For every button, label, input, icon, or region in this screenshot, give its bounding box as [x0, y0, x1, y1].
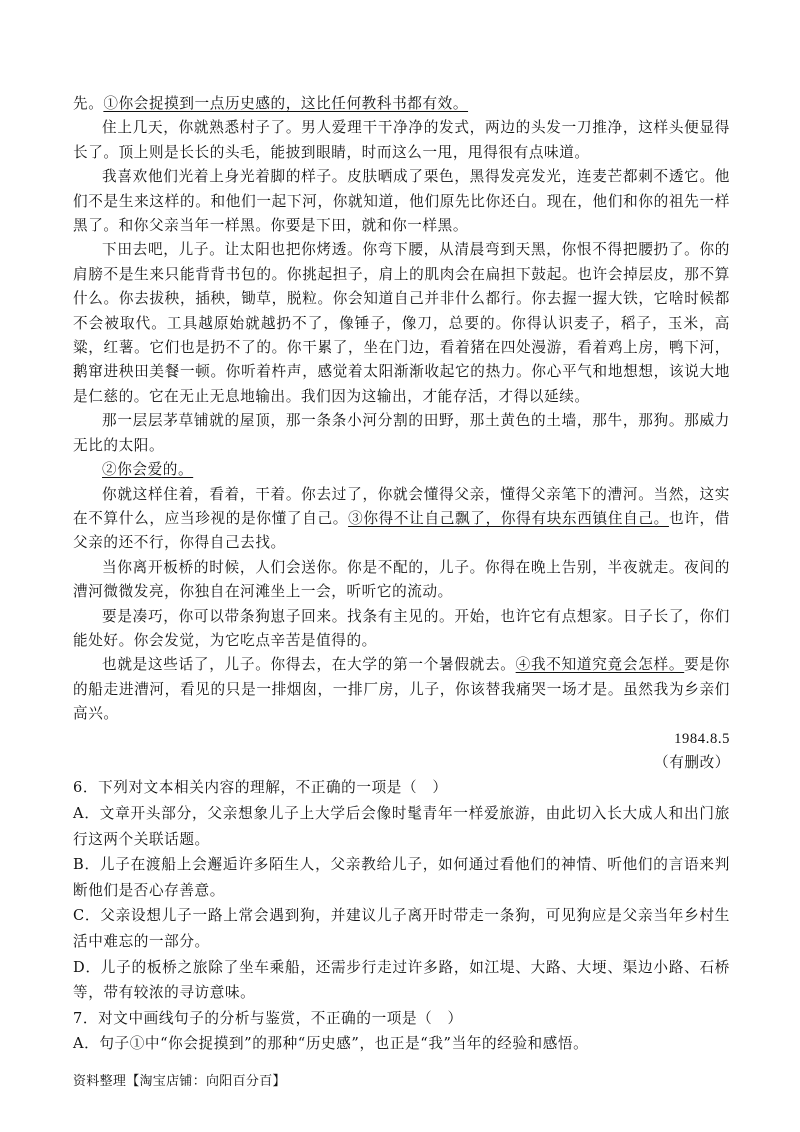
question-6-option-b: B．儿子在渡船上会邂逅许多陌生人，父亲教给儿子，如何通过看他们的神情、听他们的言语来判断他们是否心存善意。 [73, 856, 730, 899]
passage-paragraph-0 [73, 92, 730, 116]
passage-paragraph-8: 要是凑巧，你可以带条狗崽子回来。找条有主见的。开始，也许它有点想家。日子长了，你们能处好。你会发觉，为它吃点辛苦是值得的。 [73, 607, 730, 649]
question-7-option-a: A．句子①中“你会捉摸到”的那种“历史感”，也正是“我”当年的经验和感悟。 [73, 1035, 589, 1053]
underlined-sentence-1: ①你会捉摸到一点历史感的，这比任何教科书都有效。 [103, 95, 469, 112]
question-7-stem: 7．对文中画线句子的分析与鉴赏，不正确的一项是（ ） [73, 1009, 463, 1027]
document-page [73, 92, 730, 1057]
passage-paragraph-6 [73, 483, 730, 556]
passage-edit-note: （有删改） [654, 754, 730, 771]
passage-paragraph-5 [73, 458, 730, 482]
underlined-sentence-4: ④我不知道究竟会怎样。 [515, 656, 685, 674]
passage-text: 先。 [73, 95, 104, 112]
passage-text: 要是你的船走进漕河，看见的只是一排烟囱，一排厂房，儿子，你该替我痛哭一场才是。虽然我为乡亲们高兴。 [73, 656, 731, 723]
passage-paragraph-1: 住上几天，你就熟悉村子了。男人爱理干干净净的发式，两边的头发一刀推净，这样头便显得长了。顶上则是长长的头毛，能披到眼睛，时而这么一甩，甩得很有点味道。 [73, 119, 730, 161]
passage-paragraph-3: 下田去吧，儿子。让太阳也把你烤透。你弯下腰，从清晨弯到天黑，你恨不得把腰扔了。你的肩膀不是生来只能背背书包的。你挑起担子，肩上的肌肉会在扁担下鼓起。也许会掉层皮，那不算什么。你去拔秧，插秧，锄草，脱粒。你会知道自己并非什么都行。你去握一握大铁，它啥时候都不会被取代。工具越原始就越扔不了，像锤子，像刀，总要的。你得认识麦子，稻子，玉米，高粱，红薯。它们也是扔不了的。你干累了，坐在门边，看着猪在四处漫游，看着鸡上房，鸭下河，鹅窜进秧田美餐一顿。你听着杵声，感觉着太阳渐渐收起它的热力。你心平气和地想想，该说大地是仁慈的。它在无止无息地输出。我们因为这输出，才能存活，才得以延续。 [73, 241, 730, 405]
passage-paragraph-7: 当你离开板桥的时候，人们会送你。你是不配的，儿子。你得在晚上告别，半夜就走。夜间的漕河微微发亮，你独自在河滩坐上一会，听听它的流动。 [73, 558, 730, 601]
passage-date: 1984.8.5 [674, 730, 730, 747]
question-6-stem: 6．下列对文本相关内容的理解，不正确的一项是（ ） [73, 779, 448, 797]
question-6-option-a: A．文章开头部分，父亲想象儿子上大学后会像时髦青年一样爱旅游，由此切入长大成人和出门旅行这两个关联话题。 [73, 804, 730, 848]
question-6-option-d: D．儿子的板桥之旅除了坐车乘船，还需步行走过许多路，如江堤、大路、大埂、渠边小路、石桥等，带有较浓的寻访意味。 [73, 958, 730, 1002]
underlined-sentence-2: ②你会爱的。 [102, 461, 194, 479]
passage-paragraph-2: 我喜欢他们光着上身光着脚的样子。皮肤晒成了栗色，黑得发亮发光，连麦芒都刺不透它。他们不是生来这样的。和他们一起下河，你就知道，他们原先比你还白。现在，他们和你的祖先一样黑了。和你父亲当年一样黑。你要是下田，就和你一样黑。 [73, 168, 730, 235]
underlined-sentence-3: ③你得不让自己飘了，你得有块东西镇住自己。 [348, 509, 669, 527]
passage-paragraph-9 [73, 653, 730, 726]
page-footer: 资料整理【淘宝店铺：向阳百分百】 [73, 1074, 286, 1089]
passage-text: 也许，借父亲的还不行，你得自己去找。 [73, 509, 730, 552]
passage-paragraph-4: 那一层层茅草铺就的屋顶，那一条条小河分割的田野，那土黄色的土墙，那牛，那狗。那威力无比的太阳。 [73, 412, 730, 454]
passage-text: 也就是这些话了，儿子。你得去，在大学的第一个暑假就去。 [102, 656, 516, 674]
passage-text: 你就这样住着，看着，干着。你去过了，你就会懂得父亲，懂得父亲笔下的漕河。当然，这实在不算什么，应当珍视的是你懂了自己。 [73, 485, 730, 527]
question-6-option-c: C．父亲设想儿子一路上常会遇到狗，并建议儿子离开时带走一条狗，可见狗应是父亲当年乡村生活中难忘的一部分。 [73, 907, 730, 950]
